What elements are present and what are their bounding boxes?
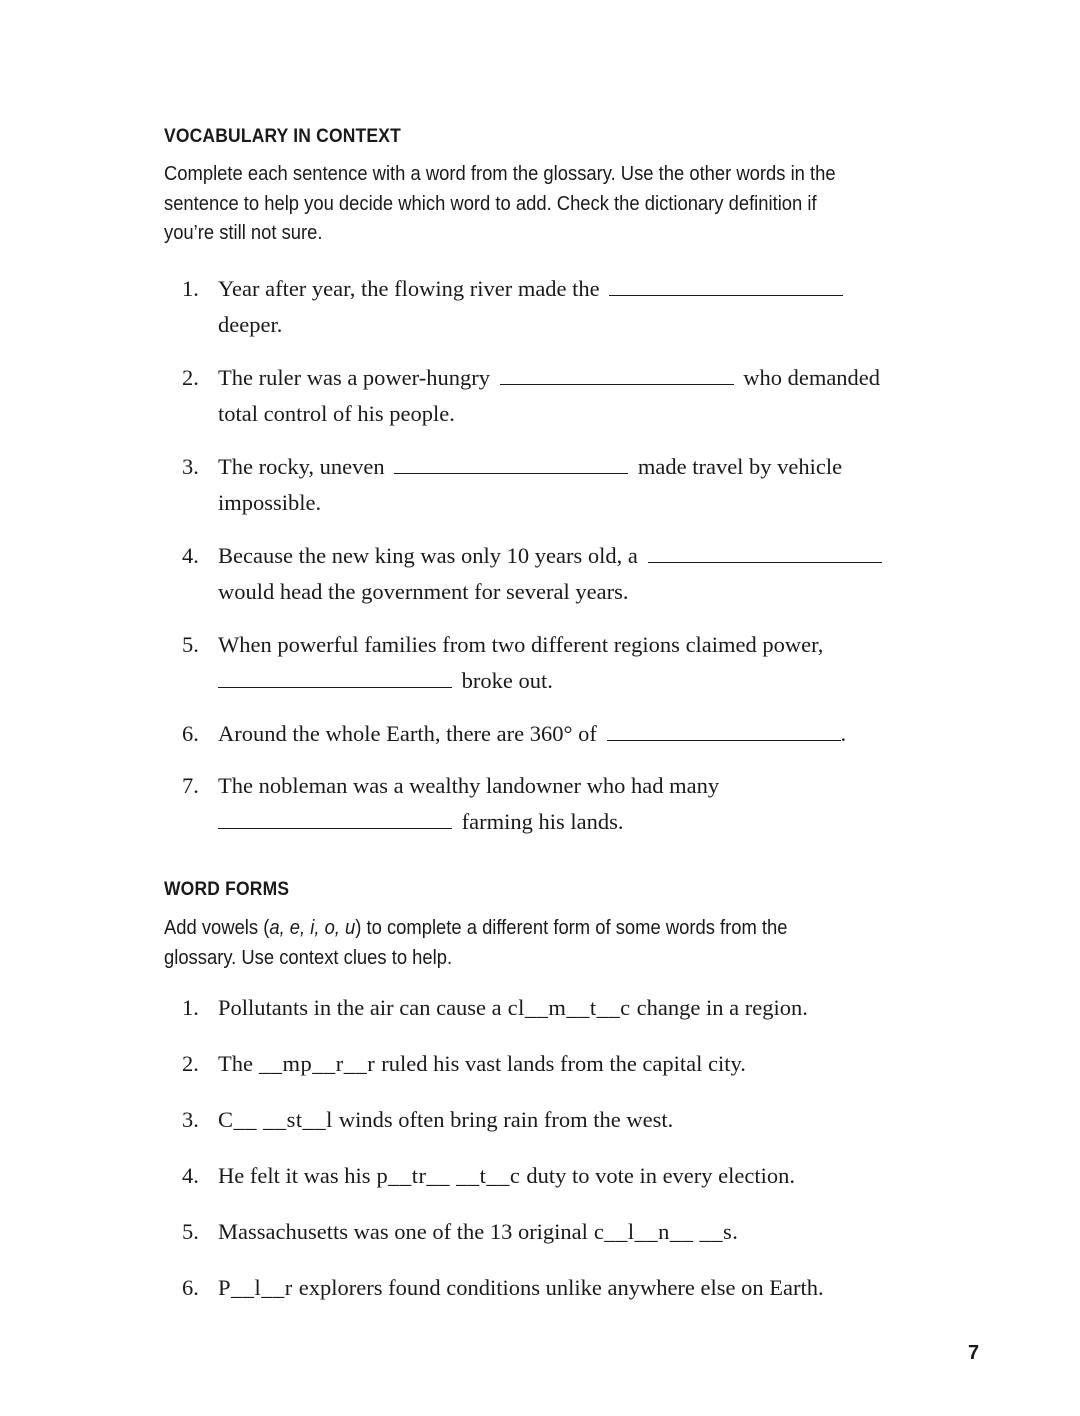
item-number: 3. xyxy=(182,1107,199,1132)
item-text: The rocky, uneven xyxy=(218,454,385,479)
item-number: 4. xyxy=(182,543,199,568)
item-text: Year after year, the flowing river made the xyxy=(218,276,600,301)
item-number: 5. xyxy=(182,632,199,657)
item-text: deeper. xyxy=(218,312,283,337)
item-text: winds often bring rain from the west. xyxy=(338,1107,674,1132)
forms-instructions-text: ) to complete a different form of some words from the xyxy=(355,917,788,939)
answer-blank[interactable] xyxy=(648,542,882,563)
forms-item-3 xyxy=(182,1102,673,1138)
forms-instructions-vowels: a, e, i, o, u xyxy=(269,917,356,939)
item-text: made travel by vehicle xyxy=(637,454,843,479)
item-text: Massachusetts was one of the 13 original xyxy=(218,1219,588,1244)
item-number: 4. xyxy=(182,1163,199,1188)
forms-instructions-line: glossary. Use context clues to help. xyxy=(164,946,453,969)
vocab-item-4 xyxy=(182,538,886,610)
scrambled-word[interactable]: __mp__r__r xyxy=(258,1051,376,1076)
forms-section-title: WORD FORMS xyxy=(164,879,290,900)
vocab-instructions xyxy=(164,160,863,249)
item-text: farming his lands. xyxy=(461,809,624,834)
item-text: would head the government for several years. xyxy=(218,579,629,604)
scrambled-word[interactable]: p__tr__ __t__c xyxy=(376,1163,521,1188)
item-number: 1. xyxy=(182,995,199,1020)
answer-blank[interactable] xyxy=(609,275,843,296)
item-text: Pollutants in the air can cause a xyxy=(218,995,502,1020)
item-text: impossible. xyxy=(218,490,322,515)
answer-blank[interactable] xyxy=(218,667,452,688)
item-text: The nobleman was a wealthy landowner who had many xyxy=(218,773,720,798)
scrambled-word[interactable]: P__l__r xyxy=(218,1275,293,1300)
item-number: 7. xyxy=(182,773,199,798)
item-text: Because the new king was only 10 years old, a xyxy=(218,543,638,568)
item-text: duty to vote in every election. xyxy=(526,1163,795,1188)
forms-instructions xyxy=(164,914,863,973)
item-text: broke out. xyxy=(461,668,553,693)
item-text: total control of his people. xyxy=(218,401,455,426)
item-number: 5. xyxy=(182,1219,199,1244)
item-number: 2. xyxy=(182,365,199,390)
item-number: 3. xyxy=(182,454,199,479)
item-text: The xyxy=(218,1051,253,1076)
answer-blank[interactable] xyxy=(218,808,452,829)
forms-item-2 xyxy=(182,1046,746,1082)
vocab-item-6 xyxy=(182,716,846,752)
item-text: . xyxy=(840,721,847,746)
page-number: 7 xyxy=(968,1342,980,1364)
forms-item-6 xyxy=(182,1270,824,1306)
forms-instructions-text: Add vowels ( xyxy=(164,917,270,939)
item-number: 6. xyxy=(182,721,199,746)
scrambled-word[interactable]: cl__m__t__c xyxy=(507,995,631,1020)
vocab-instructions-line: sentence to help you decide which word to add. Check the dictionary definition if xyxy=(164,192,817,215)
answer-blank[interactable] xyxy=(607,720,841,741)
vocab-item-1 xyxy=(182,271,847,343)
item-text: explorers found conditions unlike anywhere else on Earth. xyxy=(298,1275,824,1300)
forms-item-1 xyxy=(182,990,808,1026)
answer-blank[interactable] xyxy=(500,364,734,385)
vocab-instructions-line: Complete each sentence with a word from the glossary. Use the other words in the xyxy=(164,163,836,185)
forms-item-4 xyxy=(182,1158,795,1194)
vocab-instructions-line: you’re still not sure. xyxy=(164,222,323,244)
scrambled-word[interactable]: c__l__n__ __s. xyxy=(593,1219,739,1244)
item-number: 2. xyxy=(182,1051,199,1076)
item-number: 6. xyxy=(182,1275,199,1300)
vocab-item-7 xyxy=(182,768,719,840)
item-text: He felt it was his xyxy=(218,1163,371,1188)
item-text: The ruler was a power-hungry xyxy=(218,365,490,390)
vocab-item-2 xyxy=(182,360,880,432)
item-number: 1. xyxy=(182,276,199,301)
answer-blank[interactable] xyxy=(394,453,628,474)
item-text: Around the whole Earth, there are 360° of xyxy=(218,721,597,746)
vocab-item-3 xyxy=(182,449,842,521)
vocab-item-5 xyxy=(182,627,823,699)
item-text: who demanded xyxy=(743,365,881,390)
item-text: change in a region. xyxy=(636,995,808,1020)
item-text: ruled his vast lands from the capital city. xyxy=(381,1051,746,1076)
scrambled-word[interactable]: C__ __st__l xyxy=(218,1107,333,1132)
item-text: When powerful families from two different regions claimed power, xyxy=(218,632,824,657)
forms-item-5 xyxy=(182,1214,744,1250)
vocab-section-title: VOCABULARY IN CONTEXT xyxy=(164,126,401,147)
